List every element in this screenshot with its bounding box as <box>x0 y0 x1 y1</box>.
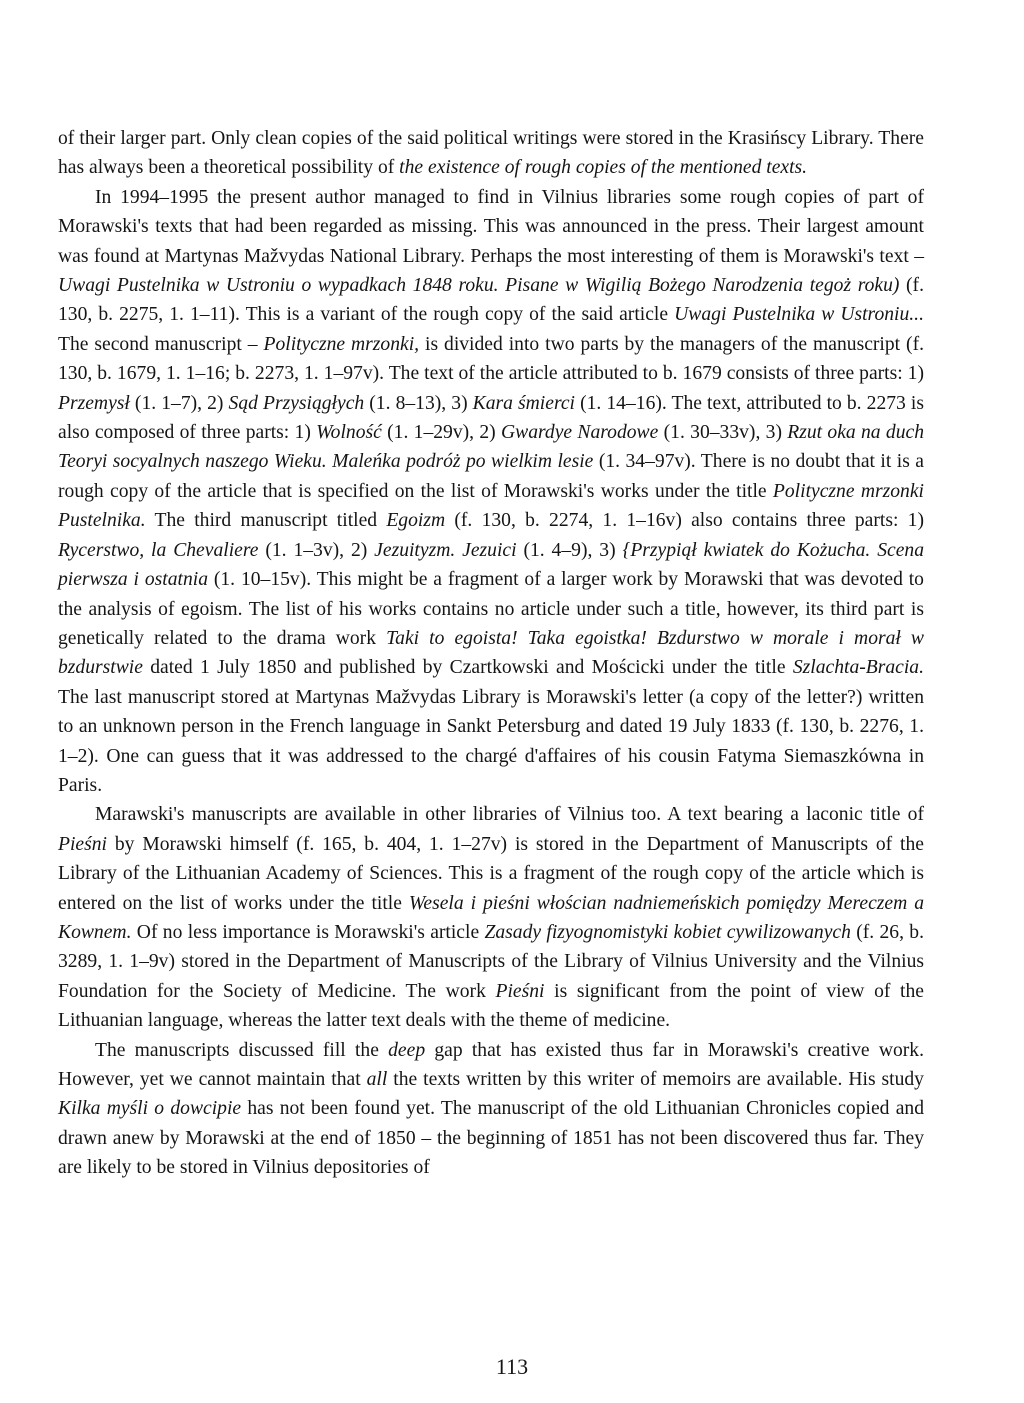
text-run: is divided into two parts by the managers of the manuscript (f. 130, b. 1679, 1. 1–16; b. 2273, 1. 1–97v). The text of the article attributed to b. 1679 consists of three parts: 1) <box>58 333 924 385</box>
text-run: (1. 4–9), 3) <box>516 539 623 561</box>
text-run-italic: Polityczne mrzonki Pustelnika. <box>58 480 924 532</box>
text-run: (1. 34–97v). There is no doubt that it is a rough copy of the article that is specified on the list of Morawski's works under the title <box>58 451 924 502</box>
text-run: (1. 10–15v). This might be a fragment of a larger work by Morawski that was devoted to the analysis of egoism. The list of his works contains no article under such a title, however, its third part is genetically related to the drama work <box>58 569 924 649</box>
text-run: has not been found yet. The manuscript of the old Lithuanian Chronicles copied and drawn anew by Morawski at the end of 1850 – the beginning of 1851 has not been discovered thus far. They are likely to be stored in Vilnius depositories of <box>58 1098 924 1179</box>
text-run: The second manuscript – <box>58 333 264 355</box>
text-run-italic: Polityczne mrzonki, <box>263 333 420 355</box>
text-run: Of no less importance is Morawski's article <box>131 921 485 943</box>
paragraph-3 <box>58 800 924 1035</box>
text-run-italic: Jezuityzm. Jezuici <box>374 539 517 561</box>
document-body <box>58 124 924 1183</box>
text-run: (1. 30–33v), 3) <box>658 422 788 444</box>
text-run: of their larger part. Only clean copies of the said political writings were stored in the Krasińscy Library. There has always been a theoretical possibility of <box>58 128 924 179</box>
text-run-italic: Przemysł <box>58 392 130 414</box>
text-run-italic: Egoizm <box>386 510 446 532</box>
text-run: Marawski's manuscripts are available in other libraries of Vilnius too. A text bearing a laconic title of <box>95 804 924 826</box>
text-run-italic: Kara śmierci <box>472 392 575 414</box>
text-run: (1. 14–16). The text, attributed to b. 2273 is also composed of three parts: 1) <box>58 392 924 444</box>
text-run-italic: Uwagi Pustelnika w Ustroniu o wypadkach 1848 roku. Pisane w Wigilią Bożego Narodzenia tegoż roku) <box>58 275 900 297</box>
text-run-italic: Wesela i pieśni włościan nadniemeńskich pomiędzy Mereczem a Kownem. <box>58 892 924 943</box>
text-run-italic: Gwardye Narodowe <box>501 422 659 444</box>
text-run-italic: Pieśni <box>58 833 107 855</box>
text-run: the texts written by this writer of memoirs are available. His study <box>387 1069 924 1090</box>
text-run: (1. 8–13), 3) <box>364 392 473 414</box>
text-run-italic: Rzut oka na duch Teoryi socyalnych naszego Wieku. Maleńka podróż po wielkim lesie <box>58 422 924 473</box>
text-run: (1. 1–29v), 2) <box>381 422 501 444</box>
text-run-italic: Kilka myśli o dowcipie <box>58 1098 242 1120</box>
text-run-italic: Sąd Przysiągłych <box>228 392 365 414</box>
text-run: The manuscripts discussed fill the <box>95 1039 389 1061</box>
text-run-italic: Szlachta-Bracia. <box>792 657 924 679</box>
text-run: by Morawski himself (f. 165, b. 404, 1. 1–27v) is stored in the Department of Manuscripts of the Library of the Lithuanian Academy of Sciences. This is a fragment of the rough copy of the article which is entered on the list of works under the title <box>58 833 924 914</box>
text-run-italic: all <box>366 1069 388 1090</box>
text-run: (1. 1–3v), 2) <box>258 539 375 561</box>
paragraph-2 <box>58 183 924 801</box>
text-run-italic: Taki to egoista! Taka egoistka! Bzdurstwo w morale i morał w bzdurstwie <box>58 627 924 679</box>
paragraph-1 <box>58 124 924 183</box>
text-run-italic: the existence of rough copies of the mentioned texts. <box>399 157 808 179</box>
text-run: is significant from the point of view of the Lithuanian language, whereas the latter text deals with the theme of medicine. <box>58 980 924 1032</box>
text-run-italic: Rycerstwo, la Chevaliere <box>58 539 259 561</box>
text-run-italic: {Przypiął kwiatek do Kożucha. Scena pierwsza i ostatnia <box>58 539 924 591</box>
text-run: (f. 26, b. 3289, 1. 1–9v) stored in the Department of Manuscripts of the Library of Vilnius University and the Vilnius Foundation for the Society of Medicine. The work <box>58 921 924 1002</box>
text-run-italic: Pieśni <box>495 980 545 1002</box>
text-run: In 1994–1995 the present author managed to find in Vilnius libraries some rough copies of part of Morawski's texts that had been regarded as missing. This was announced in the press. Their largest amount was found at Martynas Mažvydas National Library. Perhaps the most interesting of them is Morawski's text – <box>58 186 924 267</box>
text-run: (1. 1–7), 2) <box>129 392 229 414</box>
page-number: 113 <box>495 1354 529 1379</box>
text-run-italic: deep <box>388 1039 426 1061</box>
text-run: (f. 130, b. 2274, 1. 1–16v) also contains three parts: 1) <box>445 510 924 532</box>
text-run: gap that has existed thus far in Morawski's creative work. However, yet we cannot maintain that <box>58 1039 924 1090</box>
text-run: dated 1 July 1850 and published by Czartkowski and Mościcki under the title <box>142 657 793 679</box>
text-run-italic: Zasady fizyognomistyki kobiet cywilizowanych <box>484 921 851 943</box>
text-run: (f. 130, b. 2275, 1. 1–11). This is a variant of the rough copy of the said article <box>58 275 924 326</box>
text-run-italic: Uwagi Pustelnika w Ustroniu... <box>674 304 924 326</box>
text-run: The last manuscript stored at Martynas Mažvydas Library is Morawski's letter (a copy of the letter?) written to an unknown person in the French language in Sankt Petersburg and dated 19 July 1833 (f. 130, b. 2276, 1. 1–2). One can guess that it was addressed to the chargé d'affaires of his cousin Fatyma Siemaszkówna in Paris. <box>58 686 924 796</box>
text-run: The third manuscript titled <box>145 510 387 532</box>
text-run-italic: Wolność <box>316 422 382 444</box>
paragraph-4 <box>58 1036 924 1183</box>
